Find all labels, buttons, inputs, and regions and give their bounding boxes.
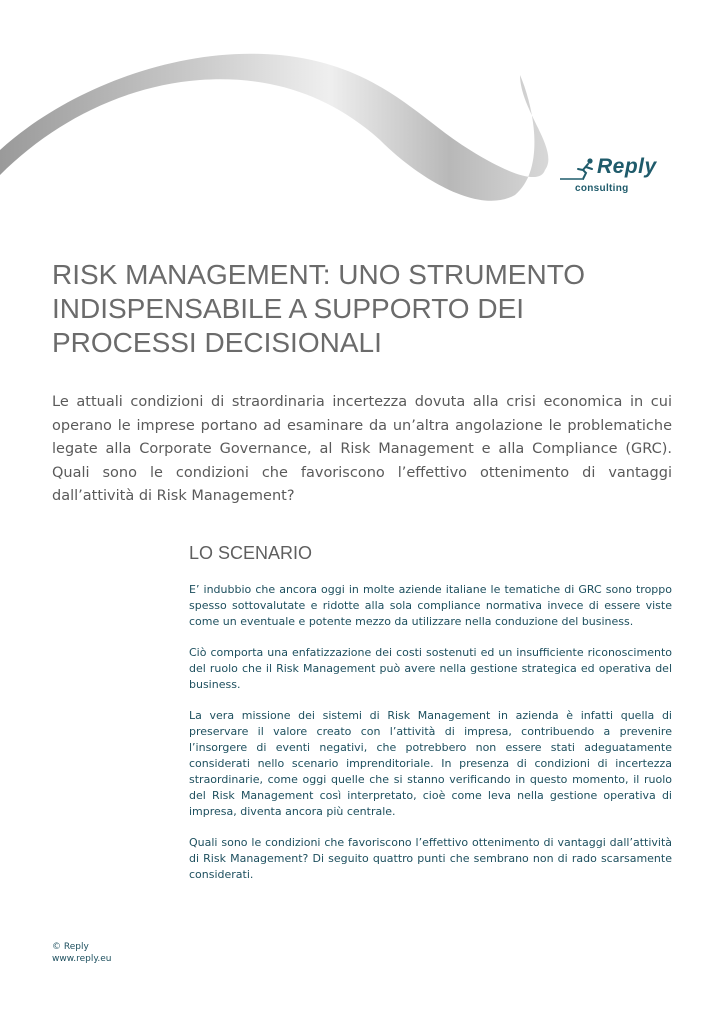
footer <box>52 941 112 965</box>
body-paragraph: Ciò comporta una enfatizzazione dei costi sostenuti ed un insufficiente riconoscimento del ruolo che il Risk Management può avere nella gestione strategica ed operativa del business. <box>189 646 672 691</box>
intro-paragraph: Le attuali condizioni di straordinaria incertezza dovuta alla crisi economica in cui operano le imprese portano ad esaminare da un’altra angolazione le problematiche legate alla Corporate Governance, al Risk Management e alla Compliance (GRC). Quali sono le condizioni che favoriscono l’effettivo ottenimento di vantaggi dall’attività di Risk Management? <box>52 394 672 504</box>
page-title <box>52 258 652 360</box>
logo-brand-text: Reply <box>597 155 657 178</box>
section-body <box>189 582 672 898</box>
footer-copyright: © Reply <box>52 942 89 952</box>
body-paragraph: Quali sono le condizioni che favoriscono l’effettivo ottenimento di vantaggi dall’attività di Risk Management? Di seguito quattro punti che sembrano non di rado scarsamente considerati. <box>189 836 672 881</box>
logo-subtitle: consulting <box>575 183 629 194</box>
footer-url[interactable]: www.reply.eu <box>52 954 112 964</box>
running-man-icon <box>560 157 596 183</box>
body-paragraph: La vera missione dei sistemi di Risk Management in azienda è infatti quella di preservare il valore creato con l’attività di impresa, contribuendo a prevenire l’insorgere di eventi negativi, che potrebbero non essere stati adeguatamente considerati nello scenario imprenditoriale. In presenza di condizioni di incertezza straordinarie, come oggi quelle che si stanno verificando in questo momento, il ruolo del Risk Management così interpretato, cioè come leva nella gestione operativa di impresa, diventa ancora più centrale. <box>189 709 672 818</box>
reply-consulting-logo <box>560 155 670 200</box>
title-line: PROCESSI DECISIONALI <box>52 327 382 358</box>
title-line: RISK MANAGEMENT: UNO STRUMENTO <box>52 259 586 290</box>
section-title: LO SCENARIO <box>189 543 313 563</box>
title-line: INDISPENSABILE A SUPPORTO DEI <box>52 293 525 324</box>
body-paragraph: E’ indubbio che ancora oggi in molte aziende italiane le tematiche di GRC sono troppo spesso sottovalutate e ridotte alla sola compliance normativa invece di essere viste come un eventuale e potente mezzo da utilizzare nella conduzione del business. <box>189 583 672 628</box>
